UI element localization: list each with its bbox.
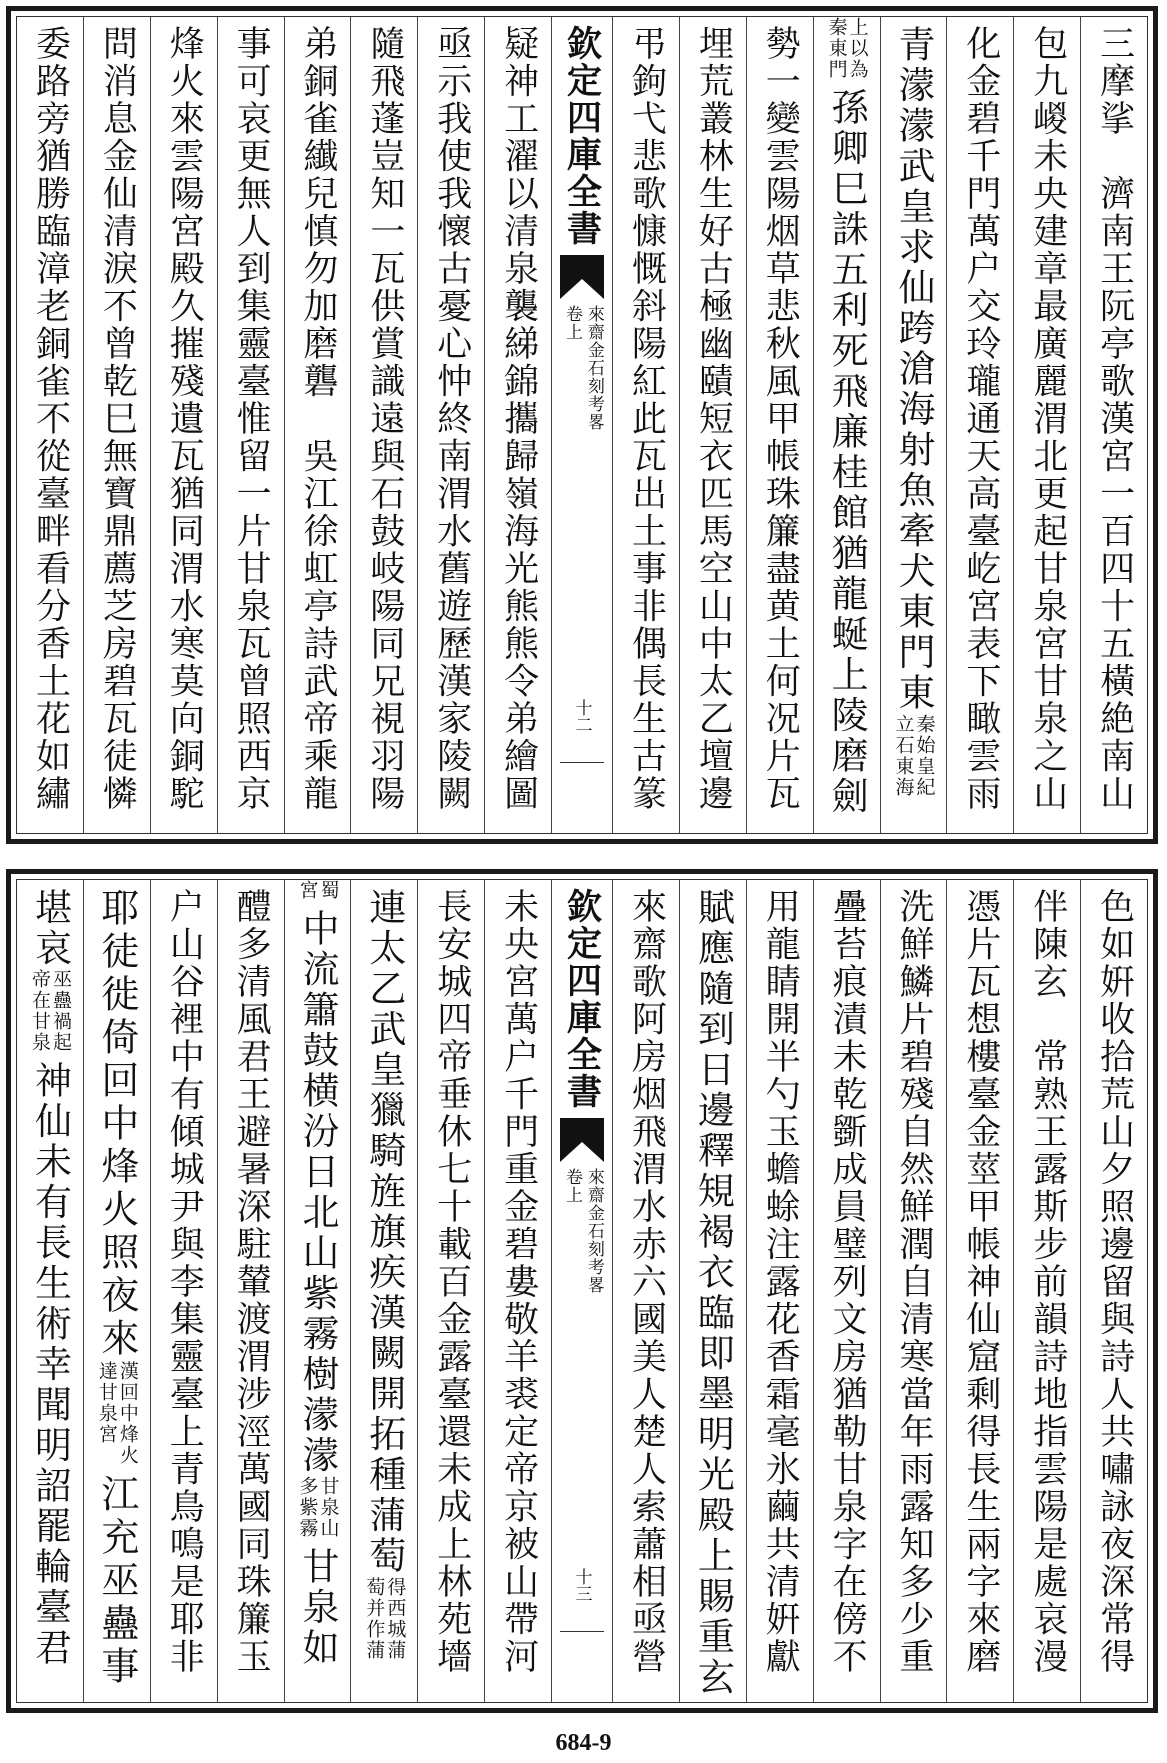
annotation-note (827, 17, 867, 80)
column-content (431, 17, 472, 813)
fold-info (562, 1168, 602, 1294)
text-column (417, 17, 484, 833)
column-content (30, 17, 71, 813)
text-column (150, 880, 217, 1702)
column-text: 埋荒叢林生好古極幽賾短衣匹馬空山中太乙壇邊 (693, 25, 734, 813)
column-text: 洗鮮鱗片碧殘自然鮮潤自清寒當年雨露知多少重 (893, 888, 934, 1676)
column-content (1027, 880, 1068, 1676)
column-content (1094, 880, 1135, 1676)
book-title: 欽定四庫全書 (561, 25, 603, 247)
column-content (94, 880, 139, 1689)
column-content (362, 880, 407, 1661)
center-fold-column (551, 880, 612, 1702)
annotation-line: 多紫霧 (296, 1476, 319, 1539)
column-text: 神仙未有長生術幸聞明詔罷輪臺君 (28, 1061, 72, 1669)
text-column (612, 17, 679, 833)
text-column (679, 17, 746, 833)
column-text: 伴陳玄 常熟王露斯步前韻詩地指雲陽是處哀漫 (1027, 888, 1068, 1676)
center-fold-column (551, 17, 612, 833)
annotation-line: 萄并作蒲 (363, 1576, 386, 1661)
column-content (431, 880, 472, 1676)
column-content (295, 880, 340, 1669)
column-content (693, 17, 734, 813)
column-text: 弟銅雀纎兒慎勿加磨礱 吳江徐虹亭詩武帝乘龍 (297, 25, 338, 813)
column-content (760, 880, 801, 1676)
annotation-line: 甘泉山 (317, 1476, 340, 1539)
column-text: 委路旁猶勝臨漳老銅雀不從臺畔看分香土花如繡 (30, 25, 71, 813)
column-text: 賦應隨到日邊釋䂓褐衣臨即墨明光殿上賜重玄 (691, 888, 735, 1698)
column-text: 弔鉤弋悲歌慷慨斜陽紅此瓦出土事非偶長生古篆 (626, 25, 667, 813)
column-text: 堪哀 (28, 888, 72, 969)
fold-rule (560, 1631, 604, 1632)
text-column (679, 880, 746, 1702)
lower-page-frame (6, 869, 1158, 1713)
annotation-line: 達甘泉宮 (95, 1361, 118, 1445)
fold-rule (560, 762, 604, 763)
text-column (880, 880, 947, 1702)
column-content (297, 17, 338, 813)
column-content (1027, 17, 1068, 813)
annotation-line: 宮 (296, 880, 319, 901)
leaf-page-number: 十二 (571, 699, 592, 733)
page-footer-number: 684-9 (555, 1730, 612, 1756)
text-column (217, 17, 284, 833)
text-column (813, 880, 880, 1702)
column-text: 未央宮萬户千門重金碧婁敬羊裘定帝京被山帶河 (498, 888, 539, 1676)
annotation-note (30, 969, 70, 1053)
column-text: 問消息金仙清淚不曾乾巳無寶鼎薦芝房碧瓦徒憐 (97, 25, 138, 813)
column-content (231, 17, 272, 813)
fold-info (562, 305, 602, 431)
column-text: 色如姸收拾荒山夕照邊留與詩人共嘯詠夜深常得 (1094, 888, 1135, 1676)
annotation-line: 蜀 (317, 880, 340, 901)
text-column (1013, 880, 1080, 1702)
annotation-line: 漢回中烽火 (116, 1361, 139, 1466)
column-text: 亟示我使我懷古憂心忡終南渭水舊遊歷漢家陵闕 (431, 25, 472, 813)
column-content (364, 17, 405, 813)
column-text: 連太乙武皇獵騎旌旗疾漢闕開拓種蒲萄 (362, 888, 406, 1577)
annotation-line: 上以為 (846, 17, 869, 80)
column-text: 隨飛蓬豈知一瓦供賞識遠與石鼓岐陽同兄視羽陽 (364, 25, 405, 813)
annotation-line: 巫蠱禍起 (49, 969, 72, 1053)
annotation-line: 得西城蒲 (384, 1576, 407, 1661)
annotation-note (296, 880, 340, 901)
column-content (893, 880, 934, 1676)
column-text: 耶徒徙倚回中烽火照夜來 (94, 888, 139, 1361)
column-content (498, 17, 539, 813)
column-text: 疑神工濯以清泉襲綈錦攜歸嶺海光熊熊令弟繪圖 (498, 25, 539, 813)
column-content (30, 880, 70, 1669)
column-text: 烽火來雲陽宮殿久摧殘遺瓦猶同渭水寒莫向銅駝 (164, 25, 205, 813)
annotation-line: 帝在甘泉 (28, 969, 51, 1053)
upper-page-frame (6, 6, 1158, 844)
column-text: 江充巫蠱事 (94, 1474, 139, 1689)
column-text: 疊苔痕漬未乾斵成員璧列文房猶勒甘泉字在傍不 (827, 888, 868, 1676)
book-subtitle: 來齋金石刻考畧 (583, 1168, 604, 1294)
text-column (946, 17, 1013, 833)
text-column (1080, 17, 1147, 833)
text-column (612, 880, 679, 1702)
text-column (83, 17, 150, 833)
column-content (97, 17, 138, 813)
column-content (626, 17, 667, 813)
column-content (1094, 17, 1135, 813)
text-column (83, 880, 150, 1702)
column-content (498, 880, 539, 1676)
column-content (164, 880, 205, 1676)
text-column (217, 880, 284, 1702)
text-column (880, 17, 947, 833)
text-column (484, 880, 551, 1702)
text-column (350, 880, 417, 1702)
column-text: 勢一變雲陽烟草悲秋風甲帳珠簾盡黄土何况片瓦 (760, 25, 801, 813)
annotation-line: 秦東門 (825, 17, 848, 80)
fish-tail-mark-icon (560, 1118, 604, 1162)
annotation-line: 秦始皇紀 (913, 713, 936, 798)
column-text: 户山谷裡中有傾城尹與李集靈臺上青鳥鳴是耶非 (164, 888, 205, 1676)
column-content (164, 17, 205, 813)
book-subtitle: 來齋金石刻考畧 (583, 305, 604, 431)
column-text: 來齋歌阿房烟飛渭水赤六國美人楚人索蕭相亟營 (626, 888, 667, 1676)
column-text: 青濛濛武皇求仙跨滄海射魚牽犬東門東 (891, 25, 935, 714)
column-text: 醴多清風君王避暑深駐輦渡渭涉涇萬國同珠簾玉 (231, 888, 272, 1676)
volume-label: 卷上 (562, 305, 582, 341)
column-content (626, 880, 667, 1676)
volume-label: 卷上 (562, 1168, 582, 1204)
text-column (17, 17, 83, 833)
annotation-note (296, 1476, 340, 1539)
annotation-note (363, 1576, 407, 1661)
column-content (231, 880, 272, 1676)
column-text: 用龍睛開半勺玉蟾蜍注露花香霜毫氷繭共清姸獻 (760, 888, 801, 1676)
column-text: 包九嵕未央建章最廣麗渭北更起甘泉宮甘泉之山 (1027, 25, 1068, 813)
upper-page-columns (17, 17, 1147, 833)
text-column (350, 17, 417, 833)
text-column (746, 880, 813, 1702)
column-content (760, 17, 801, 813)
column-text: 孫卿巳誅五利死飛廉桂館猶龍蜒上陵磨劍 (825, 88, 869, 817)
text-column (150, 17, 217, 833)
column-text: 化金碧千門萬户交玲瓏通天高臺屹宮表下瞰雲雨 (960, 25, 1001, 813)
text-column (746, 17, 813, 833)
column-text: 甘泉如 (295, 1547, 339, 1669)
fish-tail-mark-icon (560, 255, 604, 299)
annotation-note (892, 713, 936, 798)
column-content (891, 17, 936, 798)
text-column (1013, 17, 1080, 833)
column-text: 事可哀更無人到集靈臺惟留一片甘泉瓦曾照西京 (231, 25, 272, 813)
column-content (827, 17, 867, 817)
column-content (691, 880, 735, 1698)
text-column (417, 880, 484, 1702)
column-text: 三摩挲 濟南王阮亭歌漢宮一百四十五橫絶南山 (1094, 25, 1135, 813)
column-content (827, 880, 868, 1676)
text-column (284, 17, 351, 833)
text-column (946, 880, 1013, 1702)
leaf-page-number: 十三 (571, 1568, 592, 1602)
book-title: 欽定四庫全書 (561, 888, 603, 1110)
column-content (960, 880, 1001, 1676)
column-text: 中流簫鼓横汾日北山紫霧樹濛濛 (295, 909, 339, 1476)
column-content (960, 17, 1001, 813)
text-column (1080, 880, 1147, 1702)
annotation-line: 立石東海 (892, 713, 915, 798)
text-column (484, 17, 551, 833)
lower-page-columns (17, 880, 1147, 1702)
annotation-note (97, 1361, 137, 1466)
text-column (813, 17, 880, 833)
text-column (17, 880, 83, 1702)
column-text: 憑片瓦想樓臺金莖甲帳神仙窟剩得長生兩字來磨 (960, 888, 1001, 1676)
text-column (284, 880, 351, 1702)
column-text: 長安城四帝垂休七十載百金露臺還未成上林苑墻 (431, 888, 472, 1676)
